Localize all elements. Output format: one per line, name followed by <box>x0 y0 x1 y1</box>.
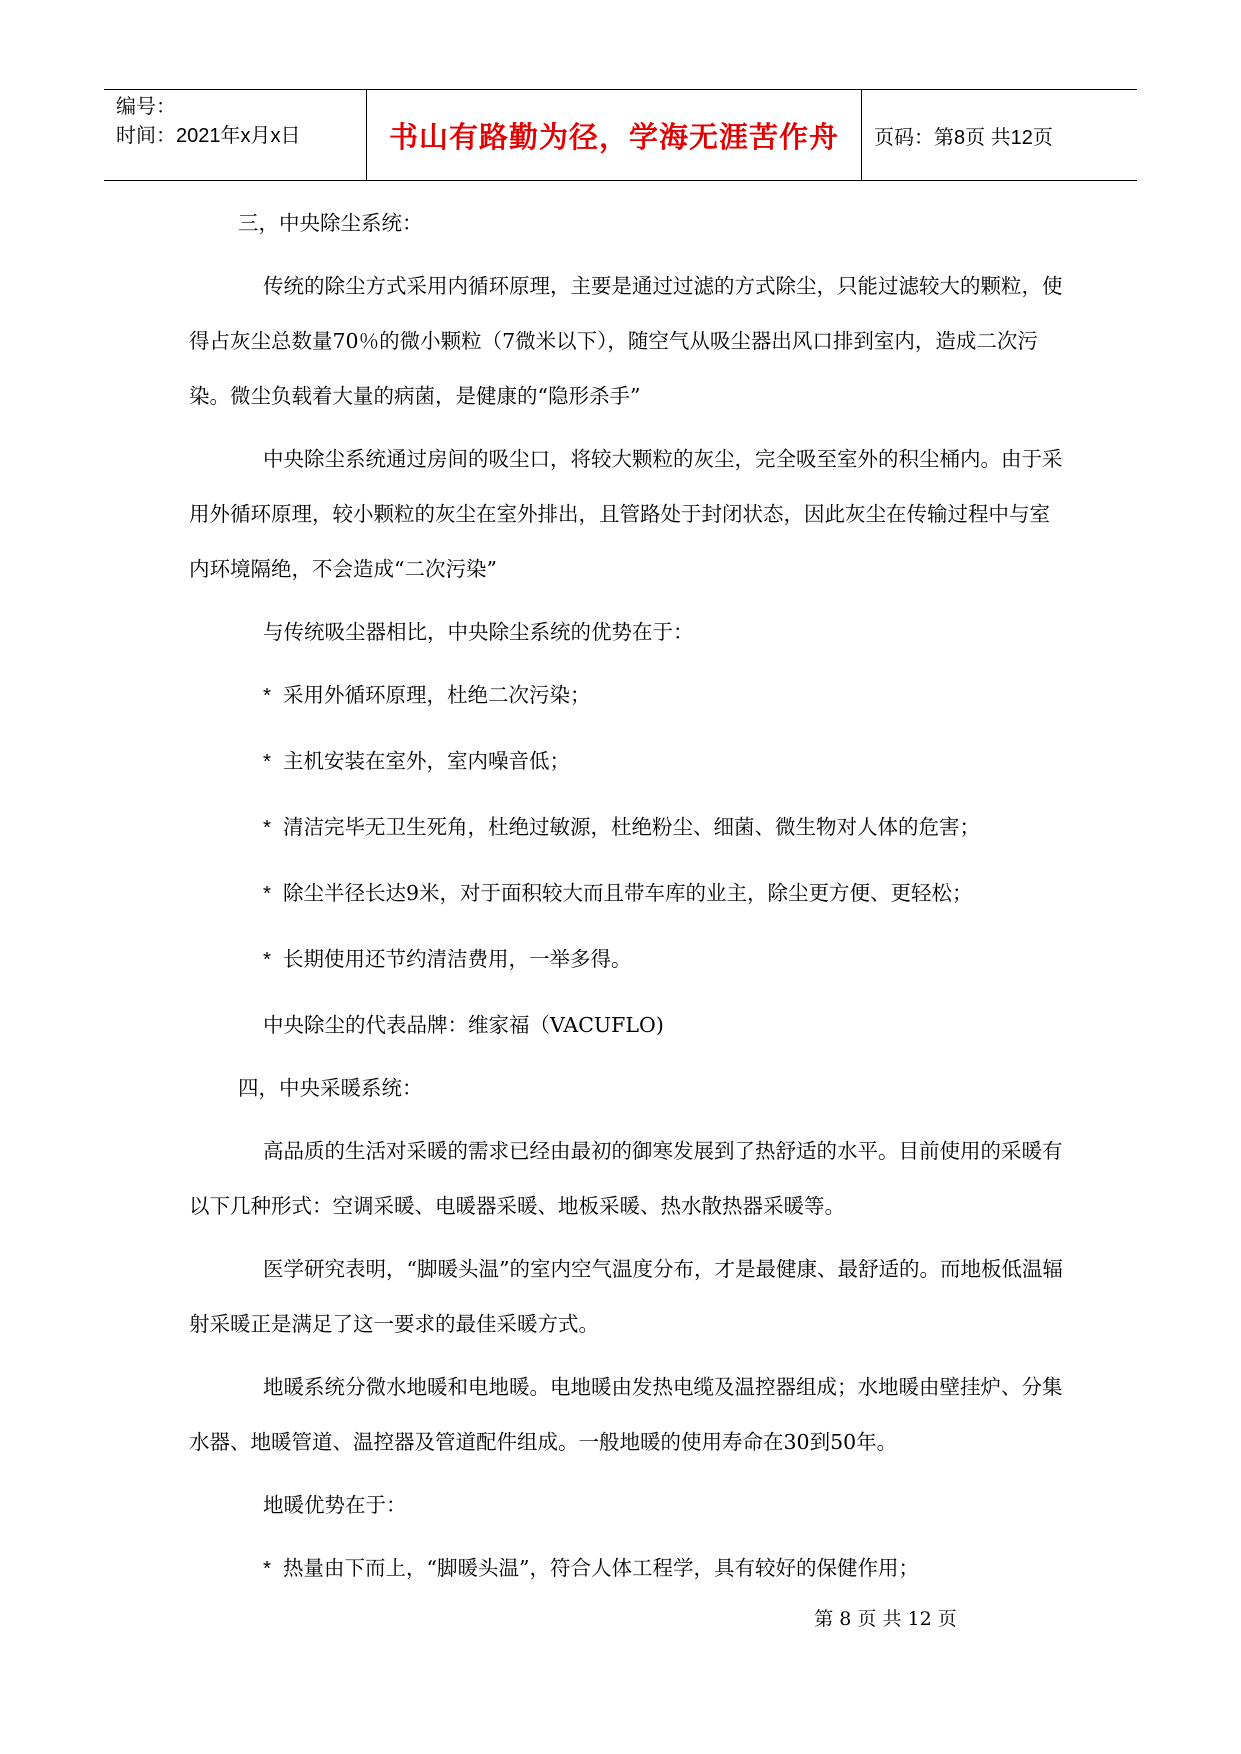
header-meta <box>104 90 367 180</box>
bullet-marker: * <box>263 684 271 707</box>
paragraph: 高品质的生活对采暖的需求已经由最初的御寒发展到了热舒适的水平。目前使用的采暖有以下几种形式：空调采暖、电暖器采暖、地板采暖、热水散热器采暖等。 <box>189 1139 1063 1218</box>
list-item: * 主机安装在室外，室内噪音低； <box>189 734 1069 789</box>
section-title-central-dust: 三，中央除尘系统： <box>238 211 423 235</box>
document-body <box>189 196 1069 1607</box>
time-label: 时间：2021年x月x日 <box>116 125 301 147</box>
list-item: * 采用外循环原理，杜绝二次污染； <box>189 668 1069 723</box>
bullet-marker: * <box>263 948 271 971</box>
list-item: * 除尘半径长达9米，对于面积较大而且带车库的业主，除尘更方便、更轻松； <box>189 866 1069 921</box>
paragraph: 地暖系统分微水地暖和电地暖。电地暖由发热电缆及温控器组成；水地暖由壁挂炉、分集水器、地暖管道、温控器及管道配件组成。一般地暖的使用寿命在30到50年。 <box>189 1375 1063 1454</box>
list-item: * 清洁完毕无卫生死角，杜绝过敏源，杜绝粉尘、细菌、微生物对人体的危害； <box>189 800 1069 855</box>
header-page-number: 页码：第8页 共12页 <box>874 126 1053 149</box>
header-motto: 书山有路勤为径，学海无涯苦作舟 <box>367 90 862 180</box>
list-item: * 热量由下而上，“脚暖头温”，符合人体工程学，具有较好的保健作用； <box>189 1541 1069 1596</box>
list-item: * 长期使用还节约清洁费用，一举多得。 <box>189 932 1069 987</box>
paragraph: 中央除尘的代表品牌：维家福（VACUFLO) <box>263 1013 664 1037</box>
paragraph: 与传统吸尘器相比，中央除尘系统的优势在于： <box>263 620 694 644</box>
paragraph: 医学研究表明，“脚暖头温”的室内空气温度分布，才是最健康、最舒适的。而地板低温辐射采暖正是满足了这一要求的最佳采暖方式。 <box>189 1257 1063 1336</box>
serial-number-label: 编号： <box>116 96 176 118</box>
bullet-marker: * <box>263 816 271 839</box>
page-header <box>104 89 1137 181</box>
page-footer: 第 8 页 共 12 页 <box>814 1608 957 1630</box>
bullet-marker: * <box>263 1557 271 1580</box>
section-title-central-heating: 四，中央采暖系统： <box>238 1076 423 1100</box>
paragraph: 中央除尘系统通过房间的吸尘口，将较大颗粒的灰尘，完全吸至室外的积尘桶内。由于采用外循环原理，较小颗粒的灰尘在室外排出，且管路处于封闭状态，因此灰尘在传输过程中与室内环境隔绝，不会造成“二次污染” <box>189 447 1063 581</box>
paragraph: 地暖优势在于： <box>263 1493 407 1517</box>
bullet-marker: * <box>263 882 271 905</box>
paragraph: 传统的除尘方式采用内循环原理，主要是通过过滤的方式除尘，只能过滤较大的颗粒，使得占灰尘总数量70％的微小颗粒（7微米以下），随空气从吸尘器出风口排到室内，造成二次污染。微尘负载着大量的病菌，是健康的“隐形杀手” <box>189 274 1063 408</box>
bullet-marker: * <box>263 750 271 773</box>
